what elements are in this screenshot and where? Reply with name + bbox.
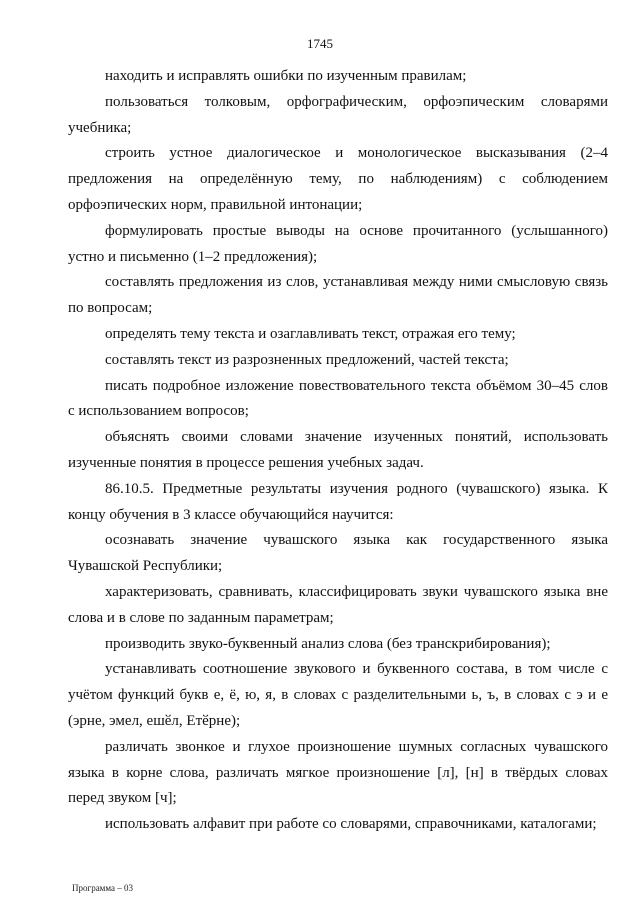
paragraph: строить устное диалогическое и монологическое высказывания (2–4 предложения на определённую тему, по наблюдениям) с соблюдением орфоэпических норм, правильной интонации; bbox=[68, 145, 608, 213]
paragraph: определять тему текста и озаглавливать текст, отражая его тему; bbox=[105, 325, 516, 342]
page-footer: Программа – 03 bbox=[72, 883, 134, 893]
paragraph: производить звуко-буквенный анализ слова (без транскрибирования); bbox=[105, 635, 551, 652]
paragraph: составлять текст из разрозненных предложений, частей текста; bbox=[105, 351, 509, 368]
body-text bbox=[68, 64, 608, 838]
paragraph: формулировать простые выводы на основе прочитанного (услышанного) устно и письменно (1–2 предложения); bbox=[68, 222, 608, 265]
paragraph: находить и исправлять ошибки по изученным правилам; bbox=[105, 68, 467, 84]
section-heading-paragraph: 86.10.5. Предметные результаты изучения родного (чувашского) языка. К концу обучения в 3 классе обучающийся научится: bbox=[68, 480, 608, 523]
paragraph: осознавать значение чувашского языка как государственного языка Чувашской Республики; bbox=[68, 532, 608, 575]
paragraph: использовать алфавит при работе со словарями, справочниками, каталогами; bbox=[105, 816, 597, 833]
paragraph: объяснять своими словами значение изученных понятий, использовать изученные понятия в процессе решения учебных задач. bbox=[68, 429, 608, 471]
paragraph: различать звонкое и глухое произношение шумных согласных чувашского языка в корне слова, различать мягкое произношение [л], [н] в твёрдых словах перед звуком [ч]; bbox=[68, 738, 608, 807]
paragraph: устанавливать соотношение звукового и буквенного состава, в том числе с учётом функций букв е, ё, ю, я, в словах с разделительными ь, ъ, в словах с э и е (эрне, эмел, ешӗл, Етӗрне); bbox=[68, 661, 608, 729]
paragraph: характеризовать, сравнивать, классифицировать звуки чувашского языка вне слова и в слове по заданным параметрам; bbox=[68, 583, 608, 626]
page-number: 1745 bbox=[307, 36, 333, 51]
paragraph: писать подробное изложение повествовательного текста объёмом 30–45 слов с использованием вопросов; bbox=[68, 377, 608, 420]
paragraph: составлять предложения из слов, устанавливая между ними смысловую связь по вопросам; bbox=[68, 274, 608, 317]
paragraph: пользоваться толковым, орфографическим, орфоэпическим словарями учебника; bbox=[68, 93, 608, 136]
